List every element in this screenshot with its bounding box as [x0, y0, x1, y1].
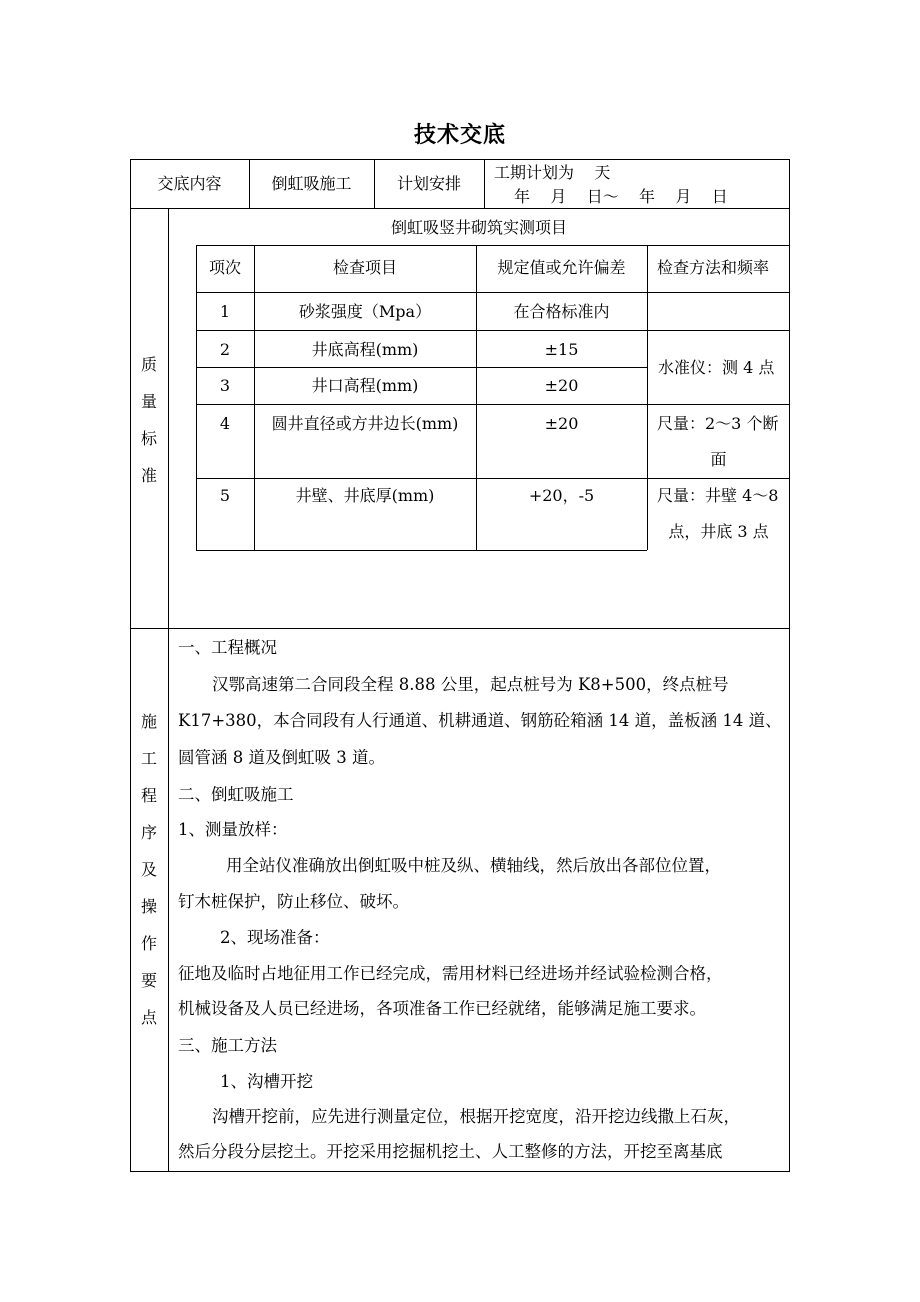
label-plan: 计划安排	[396, 174, 461, 193]
row-method: 面	[710, 450, 727, 469]
paragraph-line: K17+380，本合同段有人行通道、机耕通道、钢筋砼箱涵 14 道，盖板涵 14 道、	[178, 711, 782, 730]
row-divider-quality	[130, 628, 790, 629]
subsection-heading: 1、测量放样：	[178, 820, 288, 839]
inner-line	[196, 330, 790, 331]
inner-line	[196, 550, 647, 551]
inner-table-title: 倒虹吸竖井砌筑实测项目	[390, 218, 567, 237]
quality-side-char: 量	[140, 392, 157, 411]
procedure-side-char: 操	[140, 897, 157, 916]
row-value: ±20	[544, 414, 579, 433]
procedure-side-char: 作	[140, 934, 157, 953]
plan-line-2: 年 月 日～ 年 月 日	[514, 187, 728, 206]
row-no: 3	[219, 376, 231, 395]
row-value: 在合格标准内	[513, 302, 610, 321]
procedure-side-char: 程	[140, 786, 157, 805]
row-method: 尺量：2～3 个断	[657, 414, 779, 433]
col-header-no: 项次	[208, 258, 241, 277]
method-leveling: 水准仪：测 4 点	[658, 358, 775, 377]
row-method: 点，井底 3 点	[668, 522, 769, 541]
inner-line	[196, 367, 647, 368]
row-item: 砂浆强度（Mpa）	[298, 302, 432, 321]
paragraph-line: 沟槽开挖前，应先进行测量定位，根据开挖宽度，沿开挖边线撒上石灰，	[212, 1107, 740, 1126]
row-no: 5	[219, 486, 231, 505]
quality-side-char: 标	[140, 429, 157, 448]
procedure-side-char: 及	[140, 860, 157, 879]
quality-side-char: 准	[140, 466, 157, 485]
paragraph-line: 钉木桩保护，防止移位、破坏。	[178, 892, 409, 911]
row-no: 2	[219, 340, 231, 359]
col-header-value: 规定值或允许偏差	[497, 258, 626, 277]
inner-line	[196, 245, 790, 246]
procedure-side-char: 工	[140, 749, 157, 768]
row-item: 井底高程(mm)	[311, 340, 419, 359]
section-heading: 一、工程概况	[178, 638, 277, 657]
side-column-divider	[168, 208, 169, 1172]
row-value: +20，-5	[528, 486, 595, 505]
content-value: 倒虹吸施工	[271, 174, 352, 193]
subsection-heading: 1、沟槽开挖	[220, 1072, 313, 1091]
paragraph-line: 然后分段分层挖土。开挖采用挖掘机挖土、人工整修的方法，开挖至离基底	[178, 1142, 723, 1161]
col-header-method: 检查方法和频率	[657, 258, 770, 277]
row-no: 4	[219, 414, 231, 433]
document-title: 技术交底	[413, 123, 506, 148]
procedure-side-label	[130, 703, 168, 1036]
header-divider-3	[484, 159, 485, 208]
procedure-side-char: 要	[140, 971, 157, 990]
inner-line	[196, 292, 790, 293]
quality-side-char: 质	[140, 355, 157, 374]
row-divider-header	[130, 208, 790, 209]
quality-side-label	[130, 346, 168, 494]
paragraph-line: 征地及临时占地征用工作已经完成，需用材料已经进场并经试验检测合格，	[178, 964, 723, 983]
plan-line-1: 工期计划为 天	[494, 163, 611, 182]
paragraph-line: 机械设备及人员已经进场，各项准备工作已经就绪，能够满足施工要求。	[178, 999, 706, 1018]
subsection-heading: 2、现场准备：	[220, 928, 330, 947]
row-item: 圆井直径或方井边长(mm)	[271, 414, 459, 433]
label-content: 交底内容	[157, 174, 222, 193]
procedure-side-char: 施	[140, 712, 157, 731]
row-value: ±20	[544, 376, 579, 395]
procedure-side-char: 序	[140, 823, 157, 842]
paragraph-line: 用全站仪准确放出倒虹吸中桩及纵、横轴线，然后放出各部位位置，	[226, 856, 721, 875]
inner-line	[647, 245, 648, 550]
paragraph-line: 圆管涵 8 道及倒虹吸 3 道。	[178, 748, 385, 767]
row-item: 井壁、井底厚(mm)	[295, 486, 435, 505]
col-header-item: 检查项目	[332, 258, 397, 277]
section-heading: 二、倒虹吸施工	[178, 785, 294, 804]
row-no: 1	[219, 302, 231, 321]
row-value: ±15	[544, 340, 579, 359]
inner-line	[196, 404, 790, 405]
inner-line	[196, 478, 790, 479]
paragraph-line: 汉鄂高速第二合同段全程 8.88 公里，起点桩号为 K8+500，终点桩号	[212, 675, 729, 694]
row-method: 尺量：井壁 4～8	[657, 486, 779, 505]
procedure-side-char: 点	[140, 1008, 157, 1027]
row-item: 井口高程(mm)	[311, 376, 419, 395]
section-heading: 三、施工方法	[178, 1036, 277, 1055]
